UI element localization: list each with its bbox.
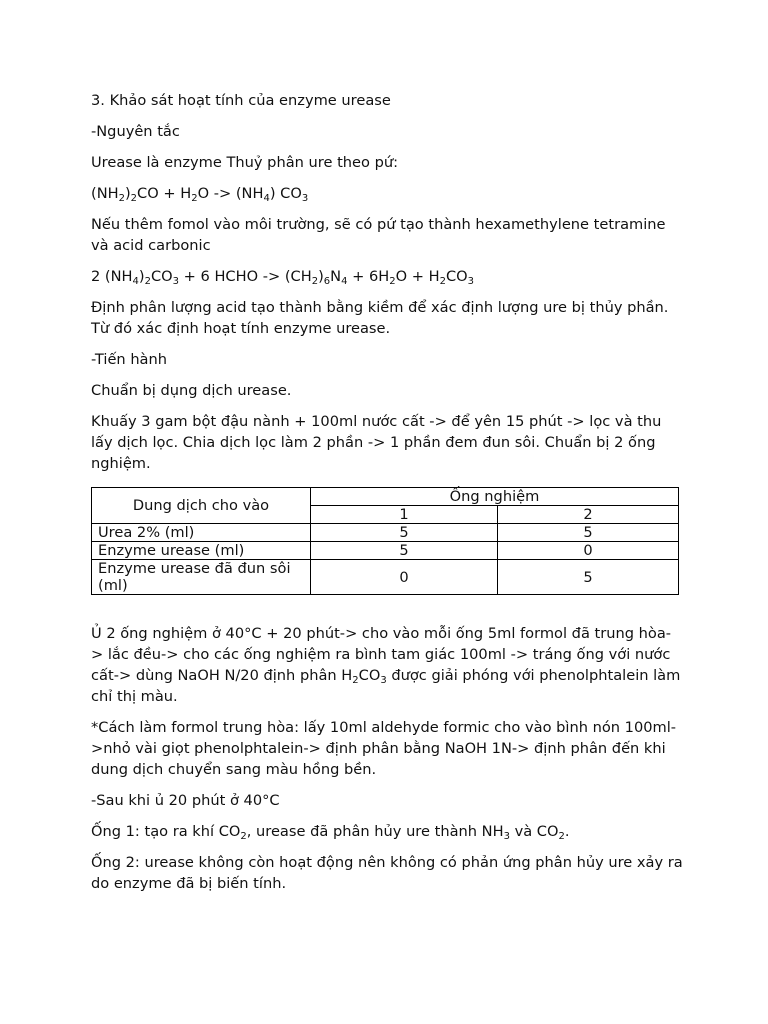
table-row <box>92 524 679 542</box>
table-cell-label: Enzyme urease đã đun sôi (ml) <box>92 560 311 595</box>
table-cell-tube2: 5 <box>498 524 679 542</box>
table-group-header: Ống nghiệm <box>311 488 679 506</box>
prepare-paragraph: Chuẩn bị dụng dịch urease. <box>91 382 292 399</box>
table-cell-tube1: 0 <box>311 560 498 595</box>
tube2-result-paragraph: Ống 2: urease không còn hoạt động nên không có phản ứng phân hủy ure xảy ra do enzyme đã bị biến tính. <box>91 854 683 892</box>
table-row <box>92 542 679 560</box>
document-page <box>91 90 683 904</box>
table-tube2-header: 2 <box>498 506 679 524</box>
quantification-paragraph: Định phân lượng acid tạo thành bằng kiềm để xác định lượng ure bị thủy phần. Từ đó xác định hoạt tính enzyme urease. <box>91 299 669 337</box>
equation-formol: 2 $(NH_4)_2CO_3 + 6$ HCHO -> $(CH_2)_6N_4 + 6H_2O + H_2CO_3$ <box>91 268 475 287</box>
table-col-header: Dung dịch cho vào <box>92 488 311 524</box>
table-cell-tube2: 5 <box>498 560 679 595</box>
table-cell-label: Urea 2% (ml) <box>92 524 311 542</box>
equation-hydrolysis: $(NH_2)_2CO + H_2O -> (NH_4)$ $CO_3$ <box>91 185 309 204</box>
procedure-heading: -Tiến hành <box>91 351 168 368</box>
incubate-paragraph: Ủ 2 ống nghiệm ở 40°C + 20 phút-> cho vào mỗi ống 5ml formol đã trung hòa-> lắc đều-> cho các ống nghiệm ra bình tam giác 100ml -> tráng ống với nước cất-> dùng NaOH N/20 định phân $H_2CO_3$ được giải phóng với phenolphtalein làm chỉ thị màu. <box>91 625 681 705</box>
table-row <box>92 560 679 595</box>
section-heading: 3. Khảo sát hoạt tính của enzyme urease <box>91 92 391 109</box>
tube1-result-paragraph: Ống 1: tạo ra khí $CO_2$, urease đã phân hủy ure thành $NH_3$ và $CO_2$. <box>91 823 570 842</box>
after-incubation-heading: -Sau khi ủ 20 phút ở 40°C <box>91 792 280 809</box>
reagent-table <box>91 487 679 595</box>
table-cell-tube2: 0 <box>498 542 679 560</box>
stir-paragraph: Khuấy 3 gam bột đậu nành + 100ml nước cất -> để yên 15 phút -> lọc và thu lấy dịch lọc. Chia dịch lọc làm 2 phần -> 1 phần đem đun sôi. Chuẩn bị 2 ống nghiệm. <box>91 413 662 472</box>
table-cell-label: Enzyme urease (ml) <box>92 542 311 560</box>
table-cell-tube1: 5 <box>311 542 498 560</box>
table-cell-tube1: 5 <box>311 524 498 542</box>
table-header-row <box>92 488 679 506</box>
table-tube1-header: 1 <box>311 506 498 524</box>
principle-heading: -Nguyên tắc <box>91 123 180 140</box>
neutral-formol-paragraph: *Cách làm formol trung hòa: lấy 10ml aldehyde formic cho vào bình nón 100ml->nhỏ vài giọt phenolphtalein-> định phân bằng NaOH 1N-> định phân đến khi dung dịch chuyển sang màu hồng bền. <box>91 719 677 778</box>
intro-paragraph: Urease là enzyme Thuỷ phân ure theo pứ: <box>91 154 399 171</box>
formol-paragraph: Nếu thêm fomol vào môi trường, sẽ có pứ tạo thành hexamethylene tetramine và acid carbonic <box>91 216 666 254</box>
